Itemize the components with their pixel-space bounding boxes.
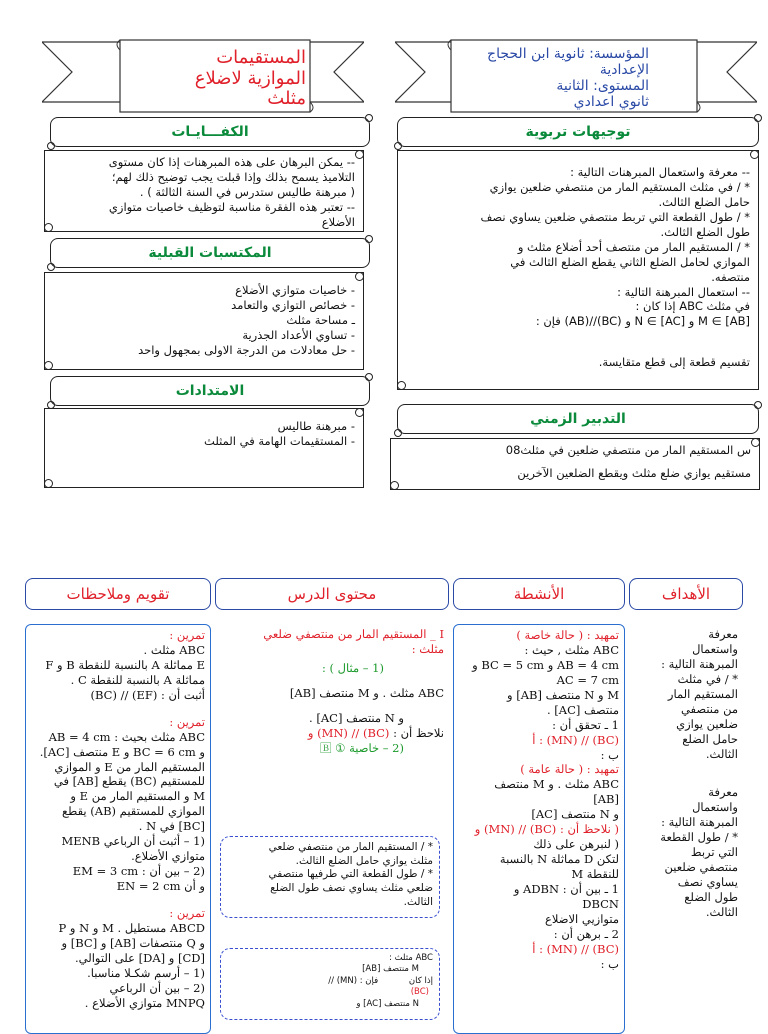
guidelines-line: * / المستقيم المار من منتصف أحد أضلاع مثلث و <box>517 239 750 254</box>
title-line-2: الموازية لاضلاع <box>194 67 306 89</box>
school-line-3: المستوى: الثانية <box>556 78 649 95</box>
content-line: و N منتصف [AC] . <box>309 710 404 725</box>
extensions-heading <box>50 376 370 406</box>
prerequisites-line: - خصائص التوازي والتعامد <box>231 297 355 312</box>
objective-line <box>634 761 738 773</box>
exercise-line: تمرين : <box>169 628 205 642</box>
objective-line: يساوي نصف <box>677 875 738 890</box>
timing-line: مستقيم يوازي ضلع مثلث ويقطع الضلعين الآخرين <box>517 465 751 480</box>
content-observation-label: نلاحظ أن : <box>393 725 444 740</box>
activity-line: (BC) // (MN) : أ <box>532 732 619 747</box>
formal-if: إذا كان <box>408 975 433 986</box>
activity-line: 1 ـ تحقق أن : <box>552 717 619 732</box>
header-evaluation-label: تقويم وملاحظات <box>66 585 170 603</box>
guidelines-line: حامل الضلع الثالث. <box>658 194 750 209</box>
activity-line: AC = 7 cm <box>556 672 619 687</box>
objective-line: الثالث. <box>705 746 738 761</box>
title-line-1: المستقيمات <box>216 48 306 68</box>
exercise-line: و BC = 6 cm و E منتصف [AC]. <box>39 744 205 759</box>
exercise-line: تمرين : <box>169 905 205 920</box>
exercise-line: أثبت أن : (EF) // (BC) <box>90 687 205 702</box>
exercise-line: (2 – بين أن الرباعي <box>109 980 205 995</box>
objectives-column <box>629 624 743 1034</box>
exercise-line: MNPQ متوازي الأضلاع . <box>84 995 205 1010</box>
exercise-line: متوازي الأضلاع. <box>131 849 205 864</box>
formal-result: (BC) <box>410 987 429 998</box>
content-section-title: I _ المستقيم المار من منتصفي ضلعي <box>263 627 444 641</box>
exercise-line: [BC] في N . <box>138 819 205 834</box>
exercise-line: مماثلة A بالنسبة للنقطة C . <box>70 672 205 687</box>
formal-line: N منتصف [AC] و <box>356 998 419 1009</box>
activities-column <box>453 624 625 1034</box>
theorem-line: * / المستقيم المار من منتصفي ضلعي <box>268 841 433 853</box>
activity-line: 1 ـ بين أن : ADBN و <box>513 881 619 896</box>
activity-line: (BC) // (MN) : أ <box>532 941 619 956</box>
activity-line: [AB] <box>593 792 619 807</box>
activity-line: 2 ـ برهن أن : <box>553 926 619 941</box>
objective-line: الثالث. <box>705 904 738 919</box>
extensions-line: - المستقيمات الهامة في المثلث <box>204 433 355 448</box>
theorem-line: * / طول القطعة التي طرفيها منتصفي <box>268 868 433 881</box>
activity-line: ب : <box>600 956 619 971</box>
evaluation-column <box>25 624 211 1034</box>
exercise-line: و أن EN = 2 cm <box>116 879 205 893</box>
guidelines-spacer <box>406 329 750 355</box>
title-line-3: مثلث <box>267 88 306 110</box>
theorem-formal-box <box>220 948 440 1020</box>
exercise-line <box>31 894 205 906</box>
guidelines-box <box>397 150 759 390</box>
guidelines-line: -- استعمال المبرهنة التالية : <box>617 284 750 299</box>
extensions-box <box>44 408 364 488</box>
guidelines-line: * / طول القطعة التي تربط منتصفي ضلعين يساوي نصف <box>480 209 750 224</box>
objective-line: المبرهنة التالية : <box>661 656 738 671</box>
objective-line: المستقيم المار <box>667 686 738 701</box>
guidelines-line: M ∈ [AB] و N ∈ [AC] و (BC)//(AB) فإن : <box>535 314 750 329</box>
competencies-line: التلاميذ يسمح بذلك وإذا قبلت يجب توضيح ذلك لهم؛ <box>111 169 355 184</box>
activity-line: ABC مثلث , حيث : <box>524 642 619 657</box>
exercise-line: [CD] و [DA] على التوالي. <box>74 950 205 965</box>
exercise-line: E مماثلة A بالنسبة للنقطة B و F <box>45 657 205 672</box>
timing-title: التدبير الزمني <box>530 411 626 427</box>
activity-line: تمهيد : ( حالة خاصة ) <box>516 628 619 642</box>
guidelines-line: -- معرفة واستعمال المبرهنات التالية : <box>570 165 750 179</box>
content-observation <box>220 726 444 741</box>
competencies-line: -- تعتبر هذه الفقرة مناسبة لتوظيف خاصيات متوازي <box>108 199 355 214</box>
theorem-line: مثلث يوازي حامل الضلع الثالث. <box>295 854 433 867</box>
prerequisites-line: - خاصيات متوازي الأضلاع <box>235 283 355 297</box>
guidelines-line: منتصفه. <box>711 269 750 284</box>
header-content-label: محتوى الدرس <box>287 585 377 603</box>
prerequisites-box <box>44 272 364 370</box>
activity-line: منتصف [AC] . <box>546 702 619 717</box>
extensions-title: الامتدادات <box>175 383 245 399</box>
guidelines-line: الموازي لحامل الضلع الثاني يقطع الضلع الثالث في <box>510 254 750 269</box>
prerequisites-title: المكتسبات القبلية <box>148 245 272 261</box>
activity-line: لتكن D مماثلة N بالنسبة <box>499 852 619 867</box>
guidelines-line: في مثلث ABC إذا كان : <box>635 299 750 314</box>
exercise-line: للمستقيم (BC) يقطع [AB] في <box>53 774 205 789</box>
exercise-line: ABC مثلث . <box>143 642 205 657</box>
objective-line: من منتصفي <box>680 701 738 716</box>
activity-line: ب : <box>600 747 619 762</box>
formal-line: M منتصف [AB] <box>362 964 419 975</box>
objective-line: المبرهنة التالية : <box>661 815 738 830</box>
timing-heading <box>397 404 759 434</box>
timing-spacer <box>399 458 751 466</box>
exercise-line: ABC مثلث بحيث : AB = 4 cm <box>48 729 205 744</box>
guidelines-line: طول الضلع الثالث. <box>660 224 750 239</box>
exercise-line: (1 – أرسم شكـلا مناسبا. <box>87 965 205 980</box>
header-activities <box>453 578 625 610</box>
activity-line: ( لنبرهن على ذلك <box>533 837 619 852</box>
guidelines-title: توجيهات تربوية <box>525 124 631 140</box>
objective-line: حامل الضلع <box>682 731 738 746</box>
exercise-line: تمرين : <box>169 714 205 729</box>
objective-line: منتصفي ضلعين <box>664 860 738 875</box>
content-example-label: (1 – مثال ) : <box>321 660 384 675</box>
activity-line: ( نلاحظ أن : (BC) // (MN) و <box>474 822 619 837</box>
prerequisites-heading <box>50 238 370 268</box>
objective-line: معرفة <box>708 785 738 800</box>
formal-line: ABC مثلث : <box>389 953 433 963</box>
extensions-line: - مبرهنة طاليس <box>277 419 355 433</box>
header-activities-label: الأنشطة <box>513 585 565 603</box>
prerequisites-line: ـ مساحة مثلث <box>286 312 355 327</box>
exercise-line: و Q منتصفات [AB] و [BC] و <box>61 935 205 950</box>
exercise-line <box>31 703 205 715</box>
prerequisites-line: - حل معادلات من الدرجة الاولى بمجهول واحد <box>138 342 355 357</box>
theorem-line: ضلعي مثلث يساوي نصف طول الضلع <box>270 881 433 894</box>
activity-line: ABC مثلث . و M منتصف <box>494 777 619 792</box>
lesson-title-banner <box>42 30 364 120</box>
activity-line: M و N منتصف [AB] و <box>507 687 619 702</box>
school-info-banner <box>395 30 757 120</box>
exercise-line: M و المستقيم المار من E و <box>70 789 205 804</box>
content-property-label: (2 – خاصية ① 🄱 <box>319 740 404 755</box>
school-line-1: المؤسسة: ثانوية ابن الحجاج <box>487 46 649 62</box>
objective-line: طول الضلع <box>684 890 738 904</box>
exercise-line: (1 – أثبت أن الرباعي MENB <box>61 834 205 849</box>
content-section-title-2: مثلث : <box>411 641 444 656</box>
objective-line: ضلعين يوازي <box>676 716 738 731</box>
exercise-line: المستقيم المار من E و الموازي <box>54 759 205 774</box>
competencies-line: -- يمكن البرهان على هذه المبرهنات إذا كان مستوى <box>108 155 355 169</box>
content-observation-value: (BC) // (MN) و <box>307 725 390 740</box>
activity-line: للنقطة M <box>571 867 619 881</box>
objective-line: التي تربط <box>690 845 738 860</box>
header-content <box>215 578 449 610</box>
school-line-4: ثانوي اعدادي <box>573 94 649 110</box>
school-line-2: الإعدادية <box>599 62 649 79</box>
formal-then: فإن : (MN) // <box>328 975 379 986</box>
prerequisites-line: - تساوي الأعداد الجذرية <box>242 327 355 342</box>
objective-line: * / في مثلث <box>677 671 738 686</box>
activity-line: تمهيد : ( حالة عامة ) <box>520 762 619 777</box>
formal-line <box>227 976 433 987</box>
objective-line: معرفة <box>708 627 738 641</box>
timing-box <box>390 438 760 490</box>
competencies-heading <box>50 117 370 147</box>
objective-line: واستعمال <box>692 641 738 656</box>
activity-line: DBCN <box>582 896 619 911</box>
header-objectives-label: الأهداف <box>661 585 711 603</box>
objective-line: * / طول القطعة <box>660 830 738 845</box>
competencies-line: الأضلاع <box>321 214 355 229</box>
competencies-box <box>44 150 364 232</box>
content-line: ABC مثلث . و M منتصف [AB] <box>289 685 444 700</box>
competencies-title: الكفـــايـات <box>171 124 249 140</box>
activity-line: متوازيي الاضلاع <box>544 911 619 926</box>
objective-line: واستعمال <box>692 800 738 815</box>
guidelines-line: * / في مثلث المستقيم المار من منتصفي ضلعين يوازي <box>489 179 750 194</box>
guidelines-line: تقسيم قطعة إلى قطع متقايسة. <box>598 355 750 370</box>
competencies-line: ( مبرهنة طاليس ستدرس في السنة الثالثة ) . <box>139 184 355 199</box>
header-evaluation <box>25 578 211 610</box>
theorem-box <box>220 836 440 918</box>
exercise-line: (2 – بين أن : EM = 3 cm <box>72 864 205 879</box>
header-objectives <box>629 578 743 610</box>
exercise-line: الموازي للمستقيم (AB) يقطع <box>62 804 205 819</box>
activity-line: و N منتصف [AC] <box>531 807 619 822</box>
timing-line: س المستقيم المار من منتصفي ضلعين في مثلث08 <box>505 443 751 457</box>
guidelines-heading <box>397 117 759 147</box>
objective-line <box>634 773 738 785</box>
exercise-line: ABCD مستطيل . M و N و P <box>58 920 205 935</box>
activity-line: AB = 4 cm و BC = 5 cm و <box>472 657 619 672</box>
theorem-line: الثالث. <box>403 895 433 908</box>
